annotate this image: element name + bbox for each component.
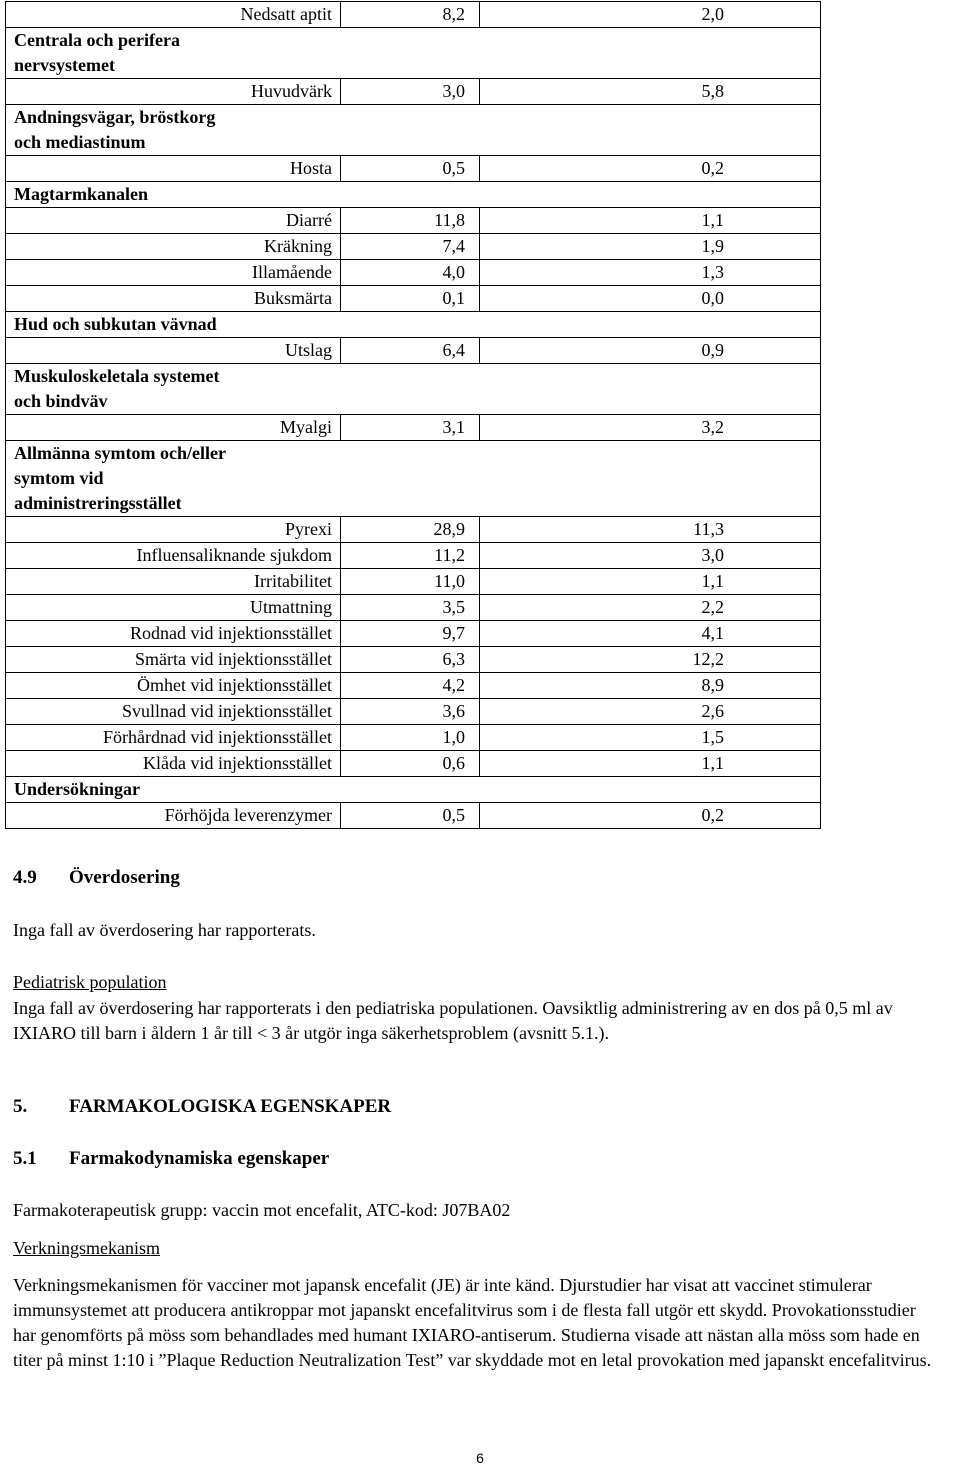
- value-1-cell: 1,0: [341, 725, 480, 751]
- section-title: FARMAKOLOGISKA EGENSKAPER: [69, 1096, 392, 1117]
- category-label: Andningsvägar, bröstkorg och mediastinum: [14, 107, 216, 152]
- category-label: Undersökningar: [14, 779, 141, 799]
- section-5-1-heading: [13, 1148, 329, 1170]
- value-2-cell: 1,3: [480, 260, 821, 286]
- value-1-cell: 11,2: [341, 543, 480, 569]
- table-row: [6, 338, 821, 364]
- term-cell: Rodnad vid injektionsstället: [6, 621, 341, 647]
- value-2-cell: 3,2: [480, 415, 821, 441]
- section-title: Överdosering: [69, 867, 180, 888]
- overdose-text: Inga fall av överdosering har rapporterats.: [13, 920, 316, 940]
- adverse-events-table-body: [6, 2, 821, 829]
- table-row: [6, 647, 821, 673]
- table-row: [6, 2, 821, 28]
- table-row: [6, 156, 821, 182]
- value-2-cell: 1,5: [480, 725, 821, 751]
- table-row: [6, 699, 821, 725]
- table-row: [6, 725, 821, 751]
- table-row: [6, 595, 821, 621]
- category-label: Hud och subkutan vävnad: [14, 314, 217, 334]
- value-2-cell: 12,2: [480, 647, 821, 673]
- table-row: [6, 569, 821, 595]
- section-number: 5.1: [13, 1148, 37, 1169]
- category-label: Muskuloskeletala systemet och bindväv: [14, 366, 220, 411]
- pharmacotherapeutic-group-text: Farmakoterapeutisk grupp: vaccin mot encefalit, ATC-kod: J07BA02: [13, 1200, 511, 1220]
- value-1-cell: 4,0: [341, 260, 480, 286]
- section-number: 4.9: [13, 867, 37, 888]
- value-2-cell: 0,2: [480, 803, 821, 829]
- value-2-cell: 0,2: [480, 156, 821, 182]
- value-2-cell: 3,0: [480, 543, 821, 569]
- table-row: [6, 621, 821, 647]
- pediatric-text: Inga fall av överdosering har rapporterats i den pediatriska populationen. Oavsiktlig administrering av en dos på 0,5 ml av IXIARO till barn i åldern 1 år till < 3 år utgör inga säkerhetsproblem (avsnitt 5.1.).: [13, 998, 893, 1043]
- value-1-cell: 0,1: [341, 286, 480, 312]
- term-cell: Smärta vid injektionsstället: [6, 647, 341, 673]
- value-1-cell: 6,4: [341, 338, 480, 364]
- term-cell: Utslag: [6, 338, 341, 364]
- value-2-cell: 4,1: [480, 621, 821, 647]
- table-row: [6, 751, 821, 777]
- table-row: [6, 260, 821, 286]
- term-cell: Ömhet vid injektionsstället: [6, 673, 341, 699]
- value-2-cell: 1,1: [480, 208, 821, 234]
- value-1-cell: 9,7: [341, 621, 480, 647]
- value-1-cell: 7,4: [341, 234, 480, 260]
- category-row: [6, 441, 821, 517]
- category-cell: [6, 777, 821, 803]
- term-cell: Svullnad vid injektionsstället: [6, 699, 341, 725]
- value-1-cell: 3,6: [341, 699, 480, 725]
- table-row: [6, 517, 821, 543]
- section-number: 5.: [13, 1096, 28, 1117]
- term-cell: Myalgi: [6, 415, 341, 441]
- category-cell: [6, 364, 821, 415]
- table-row: [6, 208, 821, 234]
- value-2-cell: 0,0: [480, 286, 821, 312]
- category-cell: [6, 28, 821, 79]
- value-1-cell: 6,3: [341, 647, 480, 673]
- value-2-cell: 11,3: [480, 517, 821, 543]
- term-cell: Diarré: [6, 208, 341, 234]
- value-1-cell: 11,8: [341, 208, 480, 234]
- mechanism-text: Verkningsmekanismen för vacciner mot japansk encefalit (JE) är inte känd. Djurstudier har visat att vaccinet stimulerar immunsystemet att producera antikroppar mot japanskt encefalitvirus som i de flesta fall utgör ett skydd. Provokationsstudier har genomförts på möss som behandlades med humant IXIARO-antiserum. Studierna visade att nästan alla möss som hade en titer på minst 1:10 i ”Plaque Reduction Neutralization Test” var skyddade mot en letal provokation med japanskt encefalitvirus.: [13, 1275, 932, 1370]
- value-1-cell: 0,5: [341, 803, 480, 829]
- table-row: [6, 415, 821, 441]
- value-1-cell: 3,0: [341, 79, 480, 105]
- category-label: Magtarmkanalen: [14, 184, 148, 204]
- value-2-cell: 0,9: [480, 338, 821, 364]
- value-2-cell: 8,9: [480, 673, 821, 699]
- category-cell: [6, 312, 821, 338]
- section-5-heading: [13, 1096, 391, 1118]
- value-2-cell: 2,6: [480, 699, 821, 725]
- term-cell: Influensaliknande sjukdom: [6, 543, 341, 569]
- category-cell: [6, 182, 821, 208]
- value-1-cell: 28,9: [341, 517, 480, 543]
- table-row: [6, 803, 821, 829]
- term-cell: Pyrexi: [6, 517, 341, 543]
- term-cell: Illamående: [6, 260, 341, 286]
- value-1-cell: 3,1: [341, 415, 480, 441]
- term-cell: Hosta: [6, 156, 341, 182]
- page-number: 6: [476, 1450, 484, 1466]
- category-row: [6, 105, 821, 156]
- value-1-cell: 8,2: [341, 2, 480, 28]
- value-1-cell: 0,5: [341, 156, 480, 182]
- adverse-events-table: [5, 1, 821, 829]
- category-row: [6, 777, 821, 803]
- table-row: [6, 234, 821, 260]
- value-2-cell: 2,2: [480, 595, 821, 621]
- term-cell: Buksmärta: [6, 286, 341, 312]
- value-2-cell: 1,9: [480, 234, 821, 260]
- table-row: [6, 543, 821, 569]
- table-row: [6, 673, 821, 699]
- term-cell: Förhöjda leverenzymer: [6, 803, 341, 829]
- mechanism-subheading: Verkningsmekanism: [13, 1238, 160, 1258]
- value-1-cell: 11,0: [341, 569, 480, 595]
- category-row: [6, 364, 821, 415]
- term-cell: Klåda vid injektionsstället: [6, 751, 341, 777]
- category-label: Allmänna symtom och/eller symtom vid administreringsstället: [14, 443, 226, 513]
- value-2-cell: 5,8: [480, 79, 821, 105]
- value-2-cell: 2,0: [480, 2, 821, 28]
- value-1-cell: 0,6: [341, 751, 480, 777]
- term-cell: Irritabilitet: [6, 569, 341, 595]
- category-row: [6, 182, 821, 208]
- category-row: [6, 28, 821, 79]
- value-2-cell: 1,1: [480, 569, 821, 595]
- value-1-cell: 3,5: [341, 595, 480, 621]
- value-2-cell: 1,1: [480, 751, 821, 777]
- category-row: [6, 312, 821, 338]
- section-4-9-heading: [13, 867, 180, 889]
- category-cell: [6, 441, 821, 517]
- table-row: [6, 79, 821, 105]
- value-1-cell: 4,2: [341, 673, 480, 699]
- pediatric-subheading: Pediatrisk population: [13, 972, 167, 992]
- term-cell: Huvudvärk: [6, 79, 341, 105]
- table-row: [6, 286, 821, 312]
- category-label: Centrala och perifera nervsystemet: [14, 30, 180, 75]
- term-cell: Förhårdnad vid injektionsstället: [6, 725, 341, 751]
- term-cell: Nedsatt aptit: [6, 2, 341, 28]
- section-title: Farmakodynamiska egenskaper: [69, 1148, 330, 1169]
- category-cell: [6, 105, 821, 156]
- term-cell: Kräkning: [6, 234, 341, 260]
- term-cell: Utmattning: [6, 595, 341, 621]
